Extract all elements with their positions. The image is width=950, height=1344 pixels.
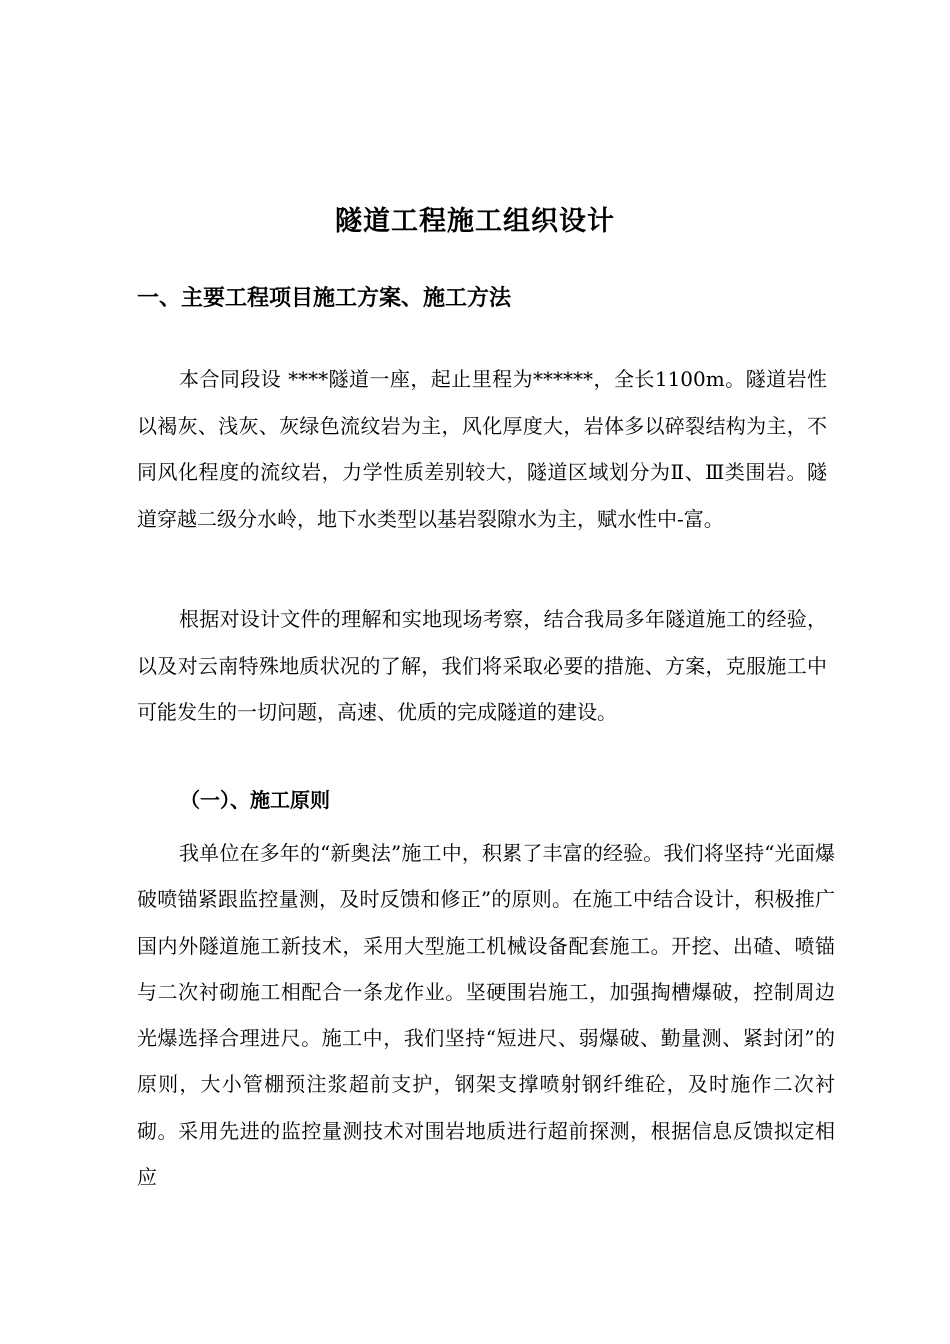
paragraph-approach: 根据对设计文件的理解和实地现场考察，结合我局多年隧道施工的经验，以及对云南特殊地质状况的了解，我们将采取必要的措施、方案，克服施工中可能发生的一切问题，高速、优质的完成隧道的建设。 <box>137 607 827 725</box>
subheading-construction-principles: （一）、施工原则 <box>180 788 330 812</box>
document-title: 隧道工程施工组织设计 <box>335 206 615 237</box>
paragraph-principles: 我单位在多年的“新奥法”施工中，积累了丰富的经验。我们将坚持“光面爆破喷锚紧跟监控量测，及时反馈和修正”的原则。在施工中结合设计，积极推广国内外隧道施工新技术，采用大型施工机械设备配套施工。开挖、出碴、喷锚与二次衬砌施工相配合一条龙作业。坚硬围岩施工，加强掏槽爆破，控制周边光爆选择合理进尺。施工中，我们坚持“短进尺、弱爆破、勤量测、紧封闭”的原则，大小管棚预注浆超前支护，钢架支撑喷射钢纤维砼，及时施作二次衬砌。采用先进的监控量测技术对围岩地质进行超前探测，根据信息反馈拟定相应 <box>137 841 835 1190</box>
section-heading: 一、主要工程项目施工方案、施工方法 <box>137 285 512 311</box>
paragraph-project-overview: 本合同段设 ****隧道一座，起止里程为******，全长1100m。隧道岩性以褐灰、浅灰、灰绿色流纹岩为主，风化厚度大，岩体多以碎裂结构为主，不同风化程度的流纹岩，力学性质差别较大，隧道区域划分为Ⅱ、Ⅲ类围岩。隧道穿越二级分水岭，地下水类型以基岩裂隙水为主，赋水性中-富。 <box>137 367 827 531</box>
